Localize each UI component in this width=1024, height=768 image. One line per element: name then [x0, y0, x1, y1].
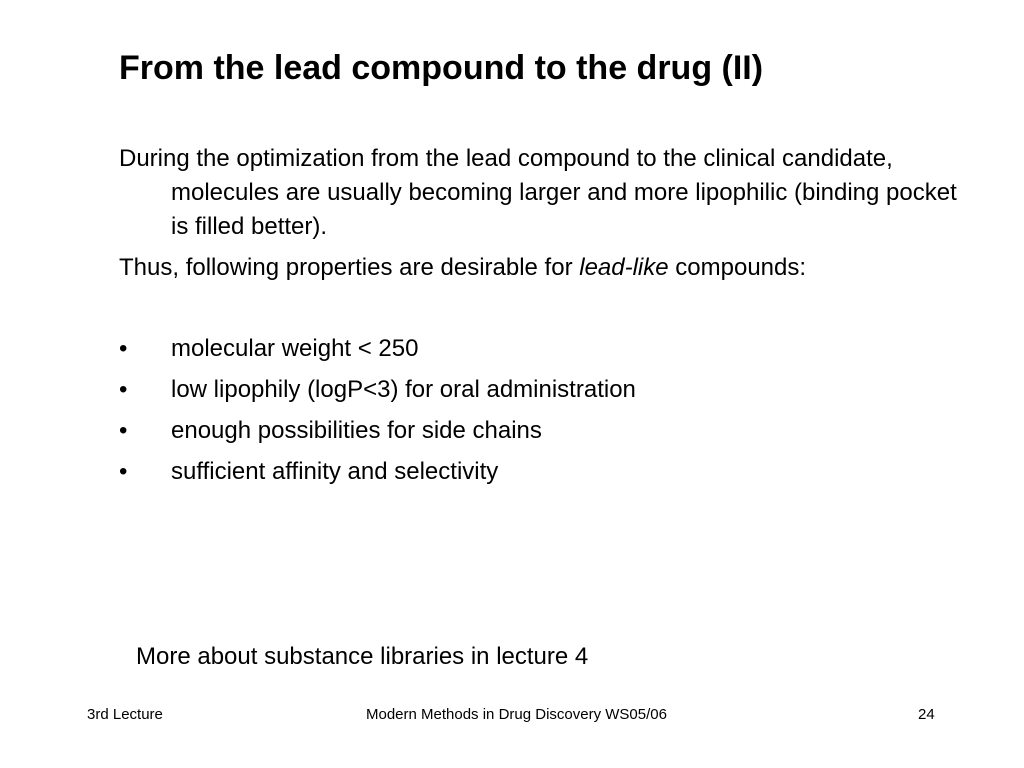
slide-body	[119, 142, 959, 496]
bullet-text: molecular weight < 250	[171, 335, 419, 362]
bullet-marker: •	[119, 417, 128, 444]
footer-lecture: 3rd Lecture	[87, 706, 163, 723]
slide-title: From the lead compound to the drug (II)	[119, 49, 764, 87]
bullet-item	[119, 414, 959, 448]
desirable-properties-paragraph	[119, 251, 959, 285]
footer-course-title: Modern Methods in Drug Discovery WS05/06	[366, 706, 667, 723]
footer-page-number: 24	[918, 706, 935, 723]
bullet-marker: •	[119, 376, 128, 403]
bullet-item	[119, 455, 959, 489]
bullet-item	[119, 332, 959, 366]
bullet-text: low lipophily (logP<3) for oral administration	[171, 376, 636, 403]
paragraph-text-before: Thus, following properties are desirable for	[119, 254, 580, 281]
bullet-item	[119, 373, 959, 407]
intro-paragraph: During the optimization from the lead compound to the clinical candidate, molecules are usually becoming larger and more lipophilic (binding pocket is filled better).	[119, 145, 957, 240]
bullet-marker: •	[119, 458, 128, 485]
properties-bullet-list	[119, 332, 959, 489]
bullet-text: sufficient affinity and selectivity	[171, 458, 499, 485]
lecture-note: More about substance libraries in lecture 4	[136, 643, 589, 670]
paragraph-text-after: compounds:	[668, 254, 807, 281]
bullet-marker: •	[119, 335, 128, 362]
bullet-text: enough possibilities for side chains	[171, 417, 542, 444]
lead-like-emphasis: lead-like	[579, 254, 669, 281]
